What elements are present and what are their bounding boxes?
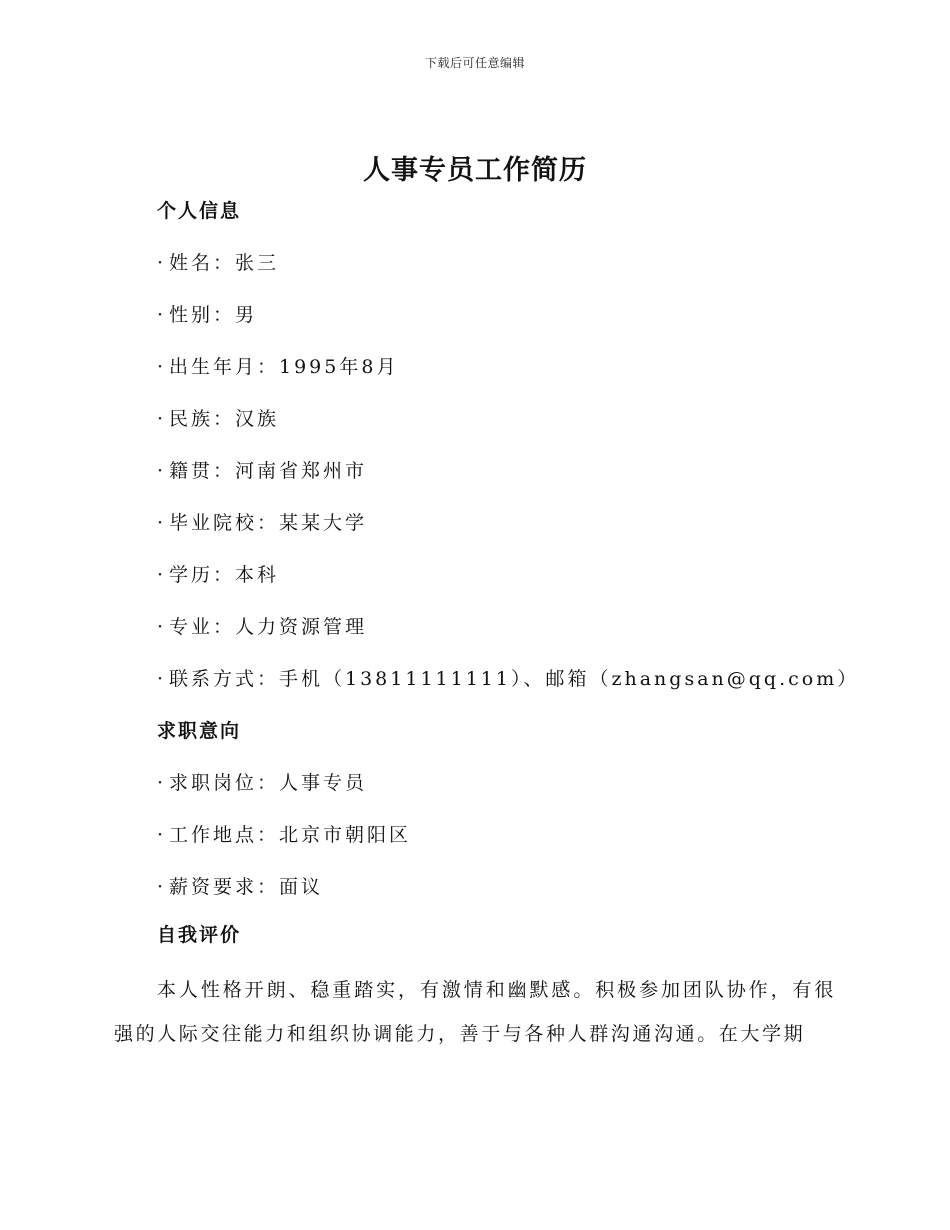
bullet-icon: ·	[157, 616, 164, 638]
info-item-name	[157, 248, 847, 300]
info-item-text: 学历：本科	[169, 564, 280, 586]
info-item-text: 毕业院校：某某大学	[169, 512, 368, 534]
section-heading-self-evaluation: 自我评价	[157, 924, 242, 946]
document-title: 人事专员工作简历	[363, 155, 587, 186]
info-item-gender	[157, 300, 847, 352]
self-evaluation-paragraph: 本人性格开朗、稳重踏实，有激情和幽默感。积极参加团队协作，有很强的人际交往能力和组织协调能力，善于与各种人群沟通沟通。在大学期	[114, 979, 836, 1045]
resume-content	[157, 196, 860, 924]
bullet-icon: ·	[157, 564, 164, 586]
bullet-icon: ·	[157, 252, 164, 274]
info-item-text: 联系方式：手机（13811111111）、邮箱（zhangsan@qq.com）	[169, 668, 860, 690]
info-item-birth	[157, 352, 847, 404]
info-item-salary	[157, 872, 847, 924]
bullet-icon: ·	[157, 304, 164, 326]
bullet-icon: ·	[157, 408, 164, 430]
section-heading-personal-info: 个人信息	[157, 200, 242, 222]
info-item-school	[157, 508, 847, 560]
job-intention-list	[157, 768, 847, 924]
bullet-icon: ·	[157, 772, 164, 794]
info-item-position	[157, 768, 847, 820]
info-item-text: 求职岗位：人事专员	[169, 772, 368, 794]
bullet-icon: ·	[157, 824, 164, 846]
info-item-text: 专业：人力资源管理	[169, 616, 368, 638]
info-item-hometown	[157, 456, 847, 508]
info-item-text: 出生年月：1995年8月	[169, 356, 399, 378]
info-item-major	[157, 612, 847, 664]
bullet-icon: ·	[157, 512, 164, 534]
personal-info-list	[157, 248, 860, 716]
info-item-text: 薪资要求：面议	[169, 876, 324, 898]
info-item-education	[157, 560, 847, 612]
info-item-text: 工作地点：北京市朝阳区	[169, 824, 412, 846]
bullet-icon: ·	[157, 356, 164, 378]
info-item-contact	[157, 664, 860, 716]
header-note: 下载后可任意编辑	[424, 56, 525, 70]
bullet-icon: ·	[157, 460, 164, 482]
info-item-ethnicity	[157, 404, 847, 456]
bullet-icon: ·	[157, 876, 164, 898]
info-item-text: 籍贯：河南省郑州市	[169, 460, 368, 482]
info-item-location	[157, 820, 847, 872]
info-item-text: 民族：汉族	[169, 408, 280, 430]
info-item-text: 姓名：张三	[169, 252, 280, 274]
section-heading-job-intention: 求职意向	[157, 720, 242, 742]
bullet-icon: ·	[157, 668, 164, 690]
info-item-text: 性别：男	[169, 304, 258, 326]
